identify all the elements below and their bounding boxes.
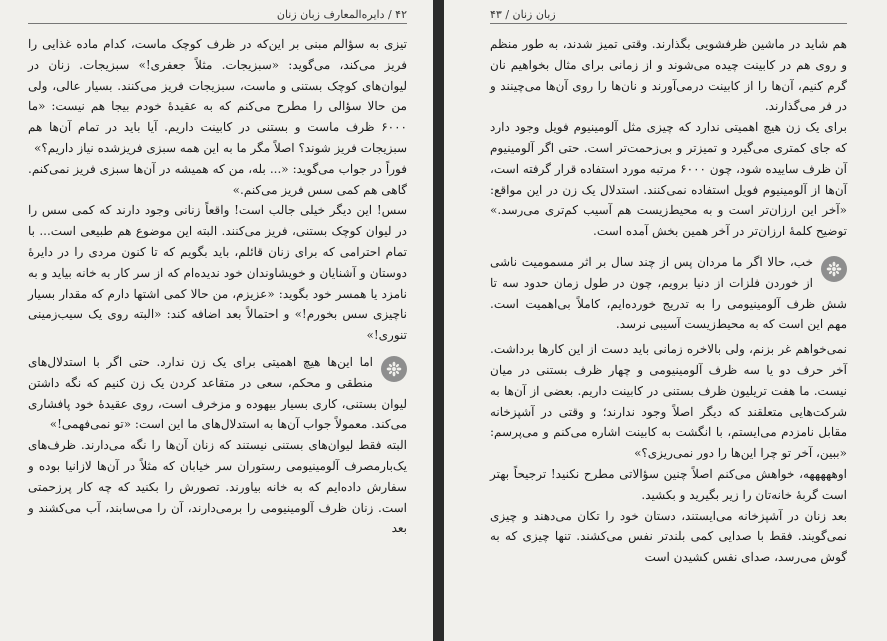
paragraph: اما این‌ها هیچ اهمیتی برای یک زن ندارد. حتی اگر با استدلال‌های منطقی و محکم، سعی در متقاعد کردن یک زن کنیم که نگه داشتن لیوان بستنی، کاری بسیار بیهوده و مزخرف است، روی عقیدهٔ خود پافشاری می‌کند. معمولاً جواب آن‌ها به استدلال‌های ما این است: «تو نمی‌فهمی!» [28, 354, 407, 432]
paragraph: البته فقط لیوان‌های بستنی نیستند که زنان آن‌ها را نگه می‌دارند. ظرف‌های یک‌بارمصرف آلومینیومی رستوران سر خیابان که مثلاً در آن‌ها لازانیا بوده و سفارش داده‌ایم که به خانه بیاورند. تصورش را بکنید که چه کار پرزحمتی است. زنان ظرف آلومینیومی را برمی‌دارند، آن را می‌سابند، آب می‌کشند و بعد [28, 438, 407, 536]
paragraph: سس! این دیگر خیلی جالب است! واقعاً زنانی وجود دارند که کمی سس را در لیوان کوچک بستنی، فریز می‌کنند. البته این موضوع هم طبیعی است... با تمام احترامی که برای زنان قائلم، باید بگویم که تا کنون مردی را در دایرهٔ دوستان و آشنایان و خویشاوندان خود ندیده‌ام که از سر کار به خانه بیاید و به نامزد یا همسر خود بگوید: «عزیزم، من حالا کمی اشتها دارم که مقدار بسیار ناچیزی سس بخورم!» و احتمالاً بعد اضافه کند: «البته روی یک سیب‌زمینی تنوری!» [28, 203, 407, 343]
paragraph: فوراً در جواب می‌گوید: «... بله، من که همیشه در آن‌ها سبزی فریز نمی‌کنم. گاهی هم کمی سس فریز می‌کنم.» [28, 161, 407, 197]
book-gutter [433, 0, 444, 641]
flower-ornament-icon [821, 256, 847, 282]
flower-ornament-icon [381, 356, 407, 382]
paragraph: بعد زنان در آشپزخانه می‌ایستند، دستان خود را تکان می‌دهند و چیزی نمی‌گویند. فقط با صدایی کمی بلندتر نفس می‌کشند. تنها چیزی که به گوش می‌رسد، صدای نفس کشیدن است [490, 508, 847, 565]
ornament-paragraph-block [490, 252, 847, 335]
paragraph: اوهههههه، خواهش می‌کنم اصلاً چنین سؤالاتی مطرح نکنید! ترجیحاً بهتر است گربهٔ خانه‌تان را زیر بگیرید و بکشید. [490, 466, 847, 502]
left-page [0, 0, 433, 641]
paragraph: تیزی به سؤالم مبنی بر این‌که در ظرف کوچک ماست، کدام ماده غذایی را فریز می‌کند، می‌گوید: «سبزیجات. مثلاً جعفری!» سبزیجات. زنان در لیوان‌های کوچک بستنی و ماست، سبزیجات فریز می‌کنند. بسیار عالی، ولی من حالا سؤالی را مطرح می‌کنم که به عقیدهٔ خودم بیجا هم نیست: «ما ۶۰۰۰ ظرف ماست و بستنی در کابینت داریم. آیا باید در تمام آن‌ها هم سبزیجات فریز شوند؟ اصلاً مگر ما به این همه سبزی فریزشده نیاز داریم؟» [28, 37, 407, 155]
paragraph: نمی‌خواهم غر بزنم، ولی بالاخره زمانی باید دست از این کارها برداشت. آخر حرف دو یا سه ظرف آلومینیومی و چهار ظرف بستنی در میان نیست. ما هفت تریلیون ظرف بستنی در کابینت داریم. بعضی از آن‌ها به شرکت‌هایی متعلقند که دیگر اصلاً وجود ندارند؛ و وقتی در آشپزخانه مقابل نامزدم می‌ایستم، با انگشت به کابینت اشاره می‌کنم و می‌پرسم: «ببین، آخر تو چرا این‌ها را دور نمی‌ریزی؟» [490, 342, 848, 461]
ornament-paragraph-block [28, 352, 407, 435]
paragraph: برای یک زن هیچ اهمیتی ندارد که چیزی مثل آلومینیوم فویل وجود دارد که جای کمتری می‌گیرد و تمیزتر و بی‌زحمت‌تر است. حتی اگر آلومینیوم آن ظرف ساییده شود، چون ۶۰۰۰ مرتبه مورد استفاده قرار گرفته است، آن‌ها از آلومینیوم فویل استفاده نمی‌کنند. استدلال یک زن در این مواقع: «آخر این ارزان‌تر است و به محیط‌زیست هم آسیب کم‌تری می‌رسد.» توضیح کلمهٔ ارزان‌تر در آخر همین بخش آمده است. [490, 120, 847, 239]
right-page [444, 0, 887, 641]
paragraph: خب، حالا اگر ما مردان پس از چند سال بر اثر مسمومیت ناشی از خوردن فلزات از دنیا برویم، چون در طول زمان حدود سه تا شش ظرف آلومینیومی را به تدریج خورده‌ایم، کاملاً بی‌اهمیت است. مهم این است که به محیط‌زیست آسیبی نرسد. [490, 254, 847, 332]
page-header-left: ۴۲ / دایره‌المعارف زبان زنان [28, 8, 407, 24]
left-page-body [28, 34, 407, 539]
right-page-body [490, 34, 847, 568]
page-header-right: زبان زنان / ۴۳ [490, 8, 847, 24]
paragraph: هم شاید در ماشین ظرفشویی بگذارند. وقتی تمیز شدند، به طور منظم و روی هم در کابینت چیده می‌شوند و از زمانی برای مثال بخواهیم نان گرم کنیم، آن‌ها را از کابینت درمی‌آورند و نان‌ها را روی آن‌ها می‌چینند و در فر می‌گذارند. [490, 37, 847, 114]
